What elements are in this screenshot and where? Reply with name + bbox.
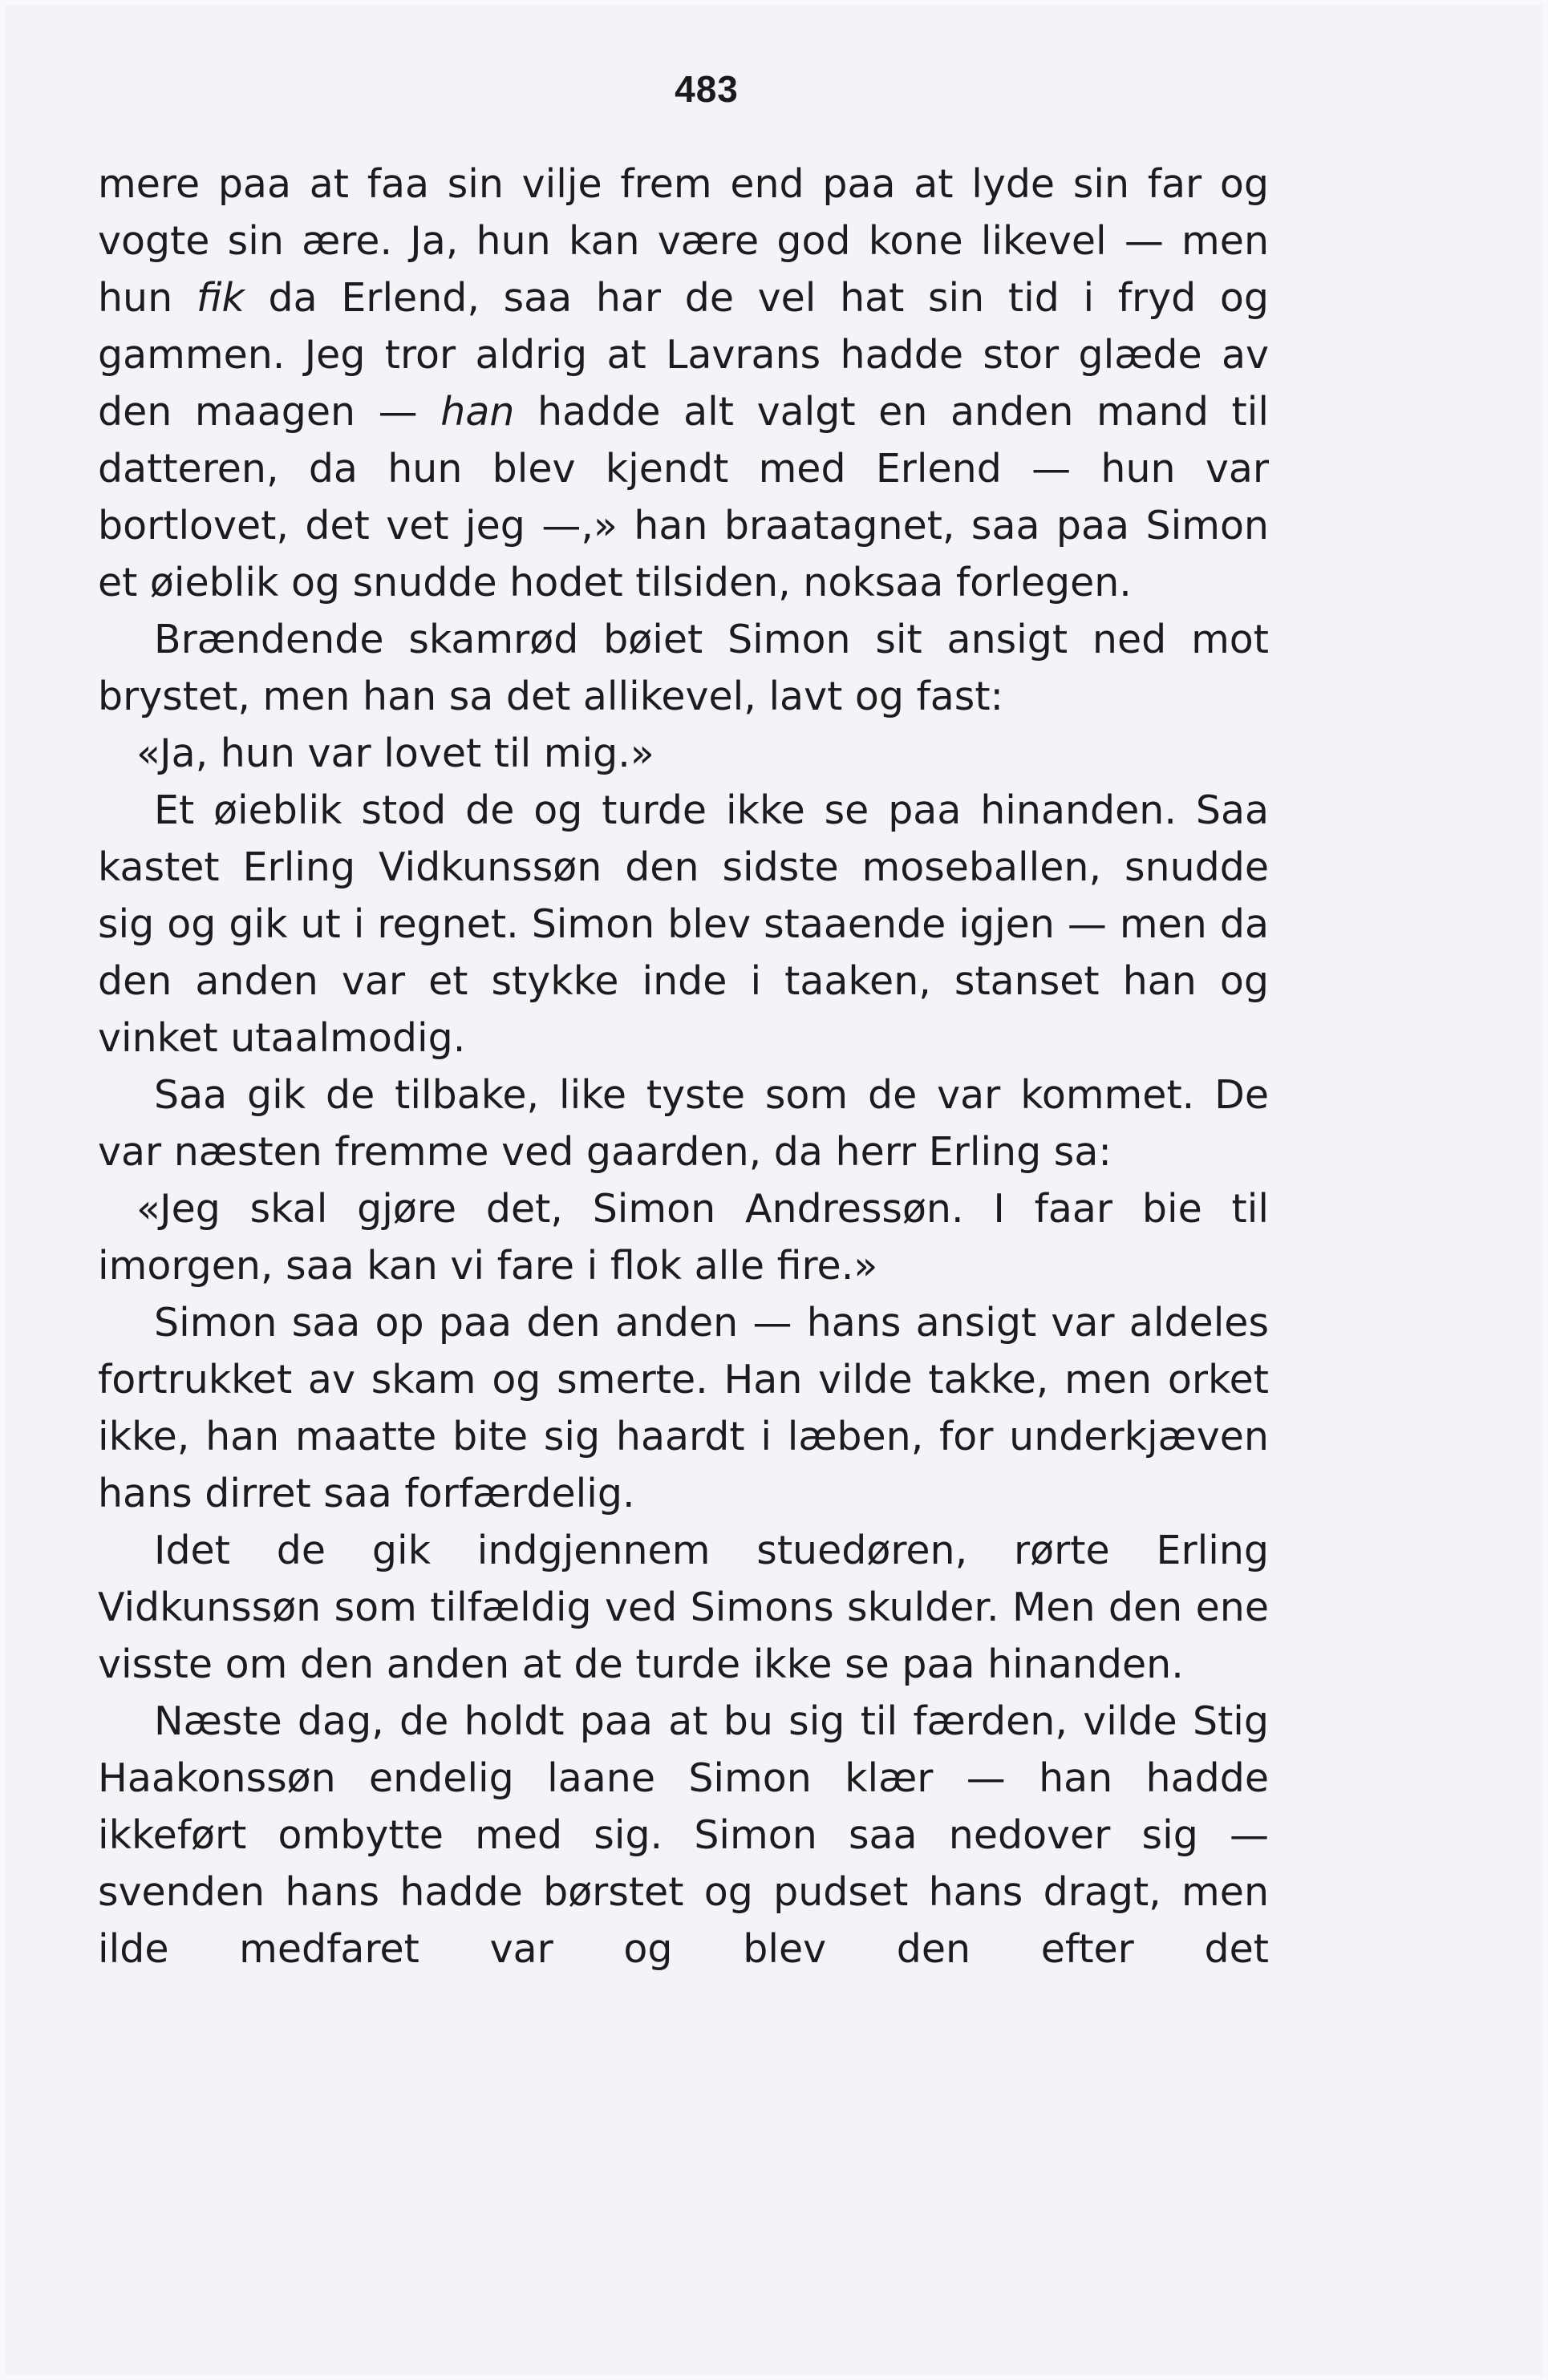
paragraph (98, 1067, 1269, 1180)
text-run: «Ja, hun var lovet til mig.» (136, 731, 654, 776)
paragraph (98, 611, 1269, 725)
body-text (98, 156, 1269, 1977)
text-run: Saa gik de tilbake, like tyste som de var kommet. De var næsten fremme ved gaarden, da herr Erling sa: (98, 1072, 1269, 1175)
text-run: «Jeg skal gjøre det, Simon Andressøn. I faar bie til imorgen, saa kan vi fare i flok alle fire.» (98, 1186, 1269, 1289)
text-run: Næste dag, de holdt paa at bu sig til færden, vilde Stig Haakonssøn endelig laane Simon klær — han hadde ikkeført ombytte med sig. Simon saa nedover sig — svenden hans hadde børstet og pudset hans dragt, men ilde medfaret var og blev den efter det (98, 1698, 1269, 1972)
paragraph (98, 156, 1269, 611)
emphasis: han (440, 389, 515, 435)
paragraph (98, 1294, 1269, 1522)
paragraph (98, 782, 1269, 1067)
text-run: Brændende skamrød bøiet Simon sit ansigt ned mot brystet, men han sa det allikevel, lavt og fast: (98, 617, 1269, 719)
paragraph (98, 1693, 1269, 1977)
page-number: 483 (675, 68, 739, 110)
text-run: hadde alt valgt en anden mand til datteren, da hun blev kjendt med Erlend — hun var bortlovet, det vet jeg —,» han braatagnet, saa paa Simon et øieblik og snudde hodet tilsiden, noksaa forlegen. (98, 389, 1269, 605)
text-run: Et øieblik stod de og turde ikke se paa hinanden. Saa kastet Erling Vidkunssøn den sidste moseballen, snudde sig og gik ut i regnet. Simon blev staaende igjen — men da den anden var et stykke inde i taaken, stanset han og vinket utaalmodig. (98, 787, 1269, 1061)
text-run: Idet de gik indgjennem stuedøren, rørte Erling Vidkunssøn som tilfældig ved Simons skulder. Men den ene visste om den anden at de turde ikke se paa hinanden. (98, 1528, 1269, 1687)
text-run: mere paa at faa sin vilje frem end paa at lyde sin far og vogte sin ære. Ja, hun kan være god kone likevel — men hun (98, 161, 1269, 321)
text-run: Simon saa op paa den anden — hans ansigt var aldeles fortrukket av skam og smerte. Han vilde takke, men orket ikke, han maatte bite sig haardt i læben, for underkjæven hans dirret saa forfærdelig. (98, 1300, 1269, 1516)
emphasis: fik (196, 275, 245, 321)
paragraph (98, 725, 1269, 782)
text-run: da Erlend, saa har de vel hat sin tid i fryd og gammen. Jeg tror aldrig at Lavrans hadde stor glæde av den maagen — (98, 275, 1270, 435)
paragraph (98, 1180, 1269, 1294)
paragraph (98, 1522, 1269, 1693)
